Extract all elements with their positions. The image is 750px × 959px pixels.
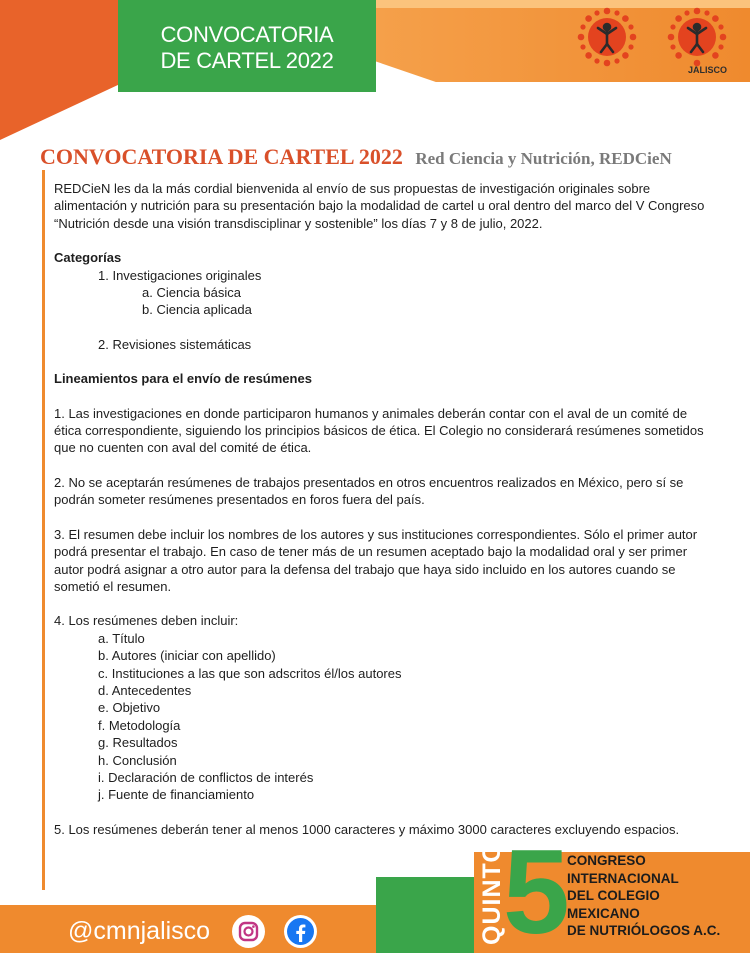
banner-line-2: DE CARTEL 2022 [160,48,334,73]
banner-line-1: CONVOCATORIA [160,22,334,47]
list-item: c. Instituciones a las que son adscritos él/los autores [98,665,402,681]
document-subtitle: Red Ciencia y Nutrición, REDCieN [415,149,672,168]
congress-line: MEXICANO [567,905,640,921]
document-title-row [40,144,740,170]
list-item: h. Conclusión [98,752,177,768]
guideline-rule: 1. Las investigaciones en donde participaron humanos y animales deberán contar con el aval de un comité de ética correspondiente, siguiendo los principios básicos de ética. El Colegio no considerará resúmenes sometidos que no cuenten con aval del comité de ética. [54,405,704,456]
list-item: a. Título [98,630,145,646]
congress-number: 5 [503,825,570,959]
guideline-rule: 2. No se aceptarán resúmenes de trabajos presentados en otros encuentros realizados en México, pero sí se podrán someter resúmenes presentados en foros fuera del país. [54,474,684,508]
list-item: e. Objetivo [98,700,161,716]
guidelines-heading: Lineamientos para el envío de resúmenes [54,371,312,387]
quinto-label: QUINTO [478,842,506,945]
corner-decoration [0,0,120,140]
jalisco-label: JALISCO [688,65,728,75]
document-title: CONVOCATORIA DE CARTEL 2022 [40,144,403,169]
intro-paragraph: REDCieN les da la más cordial bienvenida al envío de sus propuestas de investigación originales sobre alimentación y nutrición para su presentación bajo la modalidad de cartel u oral dentro del marco del V Congreso “Nutrición desde una visión transdisciplinar y sostenible” los días 7 y 8 de julio, 2022. [54,181,705,231]
sun-logo-icon [666,6,728,68]
subcategory-item: a. Ciencia básica [142,285,241,301]
list-item: b. Autores (iniciar con apellido) [98,648,276,664]
congress-line: CONGRESO [567,853,646,868]
guideline-rule: 5. Los resúmenes deberán tener al menos 1000 caracteres y máximo 3000 caracteres excluyendo espacios. [54,821,680,837]
guideline-rule: 3. El resumen debe incluir los nombres de los autores y sus instituciones correspondientes. Sólo el primer autor podrá presentar el trabajo. En caso de tener más de un resumen aceptado bajo la modalidad oral y ser primer autor podrá asignar a otro autor para la defensa del trabajo que haya sido incluido en los autores cuando se sometió el resumen. [54,526,698,594]
category-item: 1. Investigaciones originales [98,267,262,283]
list-item: i. Declaración de conflictos de interés [98,769,314,785]
list-item: f. Metodología [98,717,181,733]
congress-name [567,852,720,940]
guideline-rule: 4. Los resúmenes deben incluir: [54,613,239,629]
social-handle[interactable]: @cmnjalisco [68,917,211,945]
instagram-icon[interactable] [232,915,265,948]
congress-line: DE NUTRIÓLOGOS A.C. [567,923,721,938]
footer-green-block [376,877,476,953]
sun-logo-icon [576,6,638,68]
category-item: 2. Revisiones sistemáticas [98,336,252,352]
list-item: g. Resultados [98,735,178,751]
subcategory-item: b. Ciencia aplicada [142,302,252,318]
document-body [54,180,714,838]
list-item: j. Fuente de financiamiento [98,787,255,803]
frame-border [42,170,45,890]
header-banner-title [118,22,376,74]
categories-heading: Categorías [54,250,122,266]
list-item: d. Antecedentes [98,682,192,698]
facebook-icon[interactable] [284,915,317,948]
congress-line: INTERNACIONAL [567,870,679,886]
congress-line: DEL COLEGIO [567,888,660,903]
